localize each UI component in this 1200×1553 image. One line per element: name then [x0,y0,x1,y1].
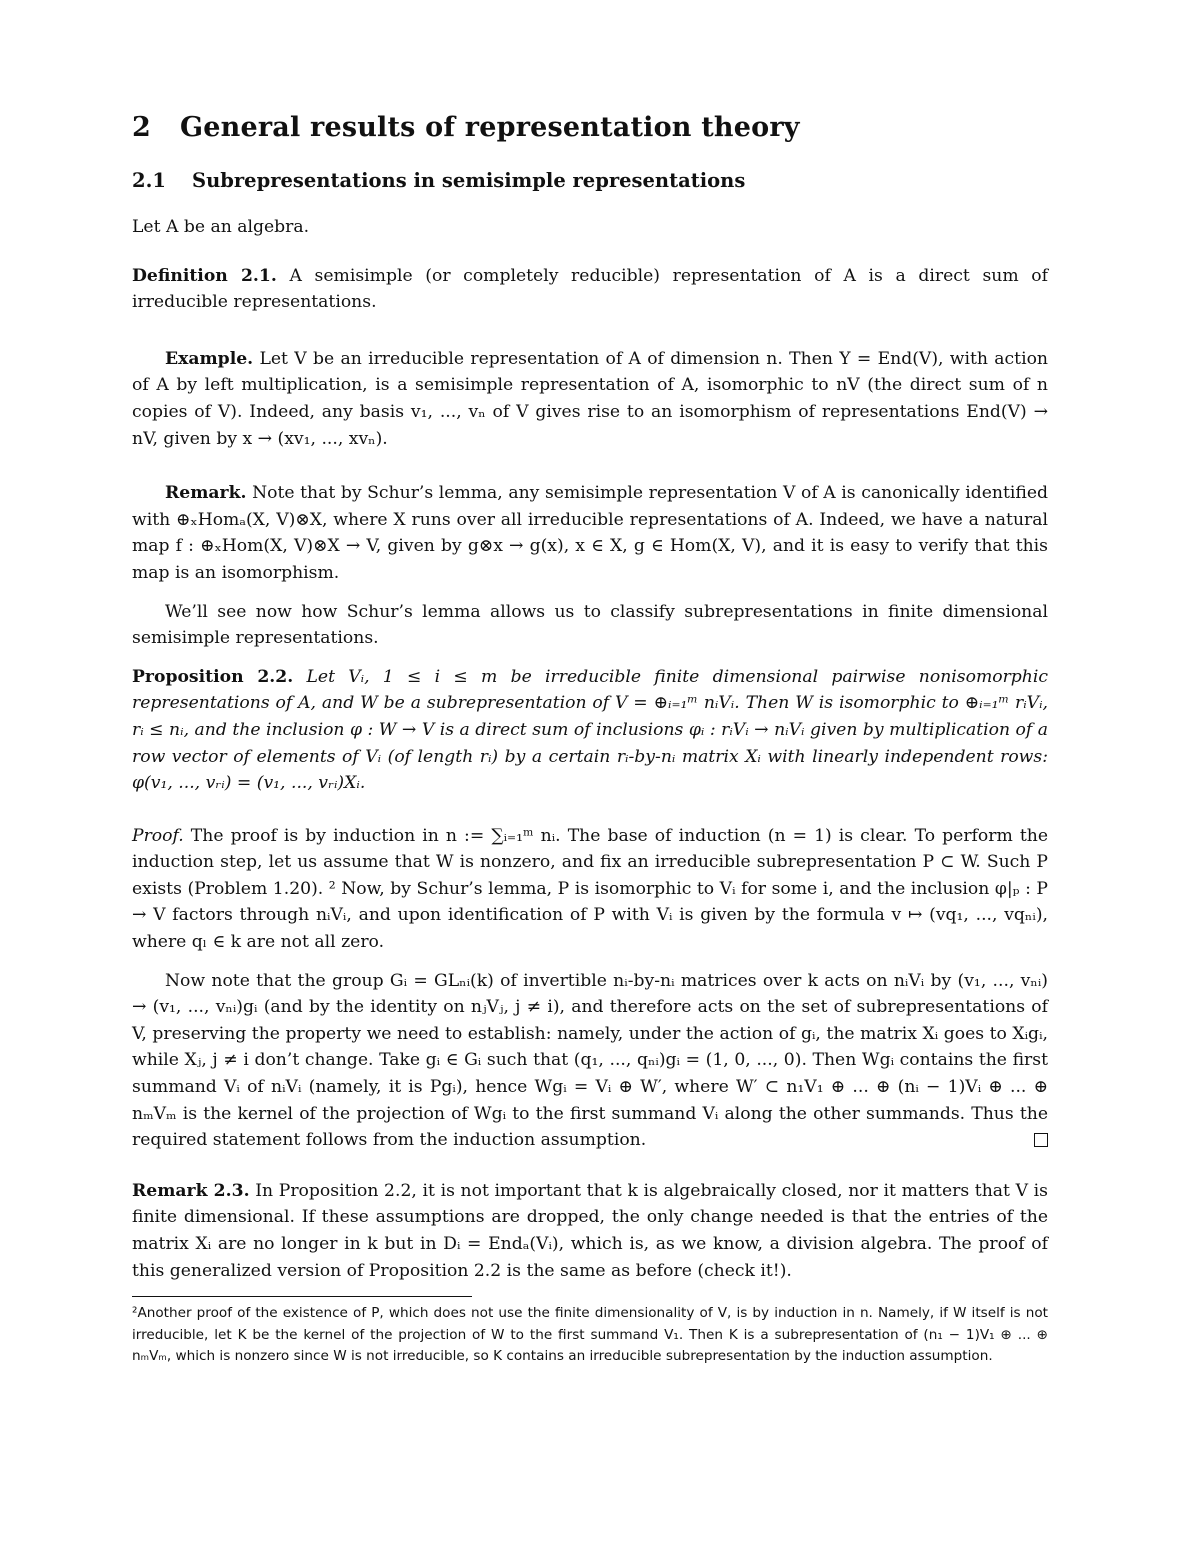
intro-paragraph: Let A be an algebra. [132,217,310,237]
proof-block [132,823,1048,956]
definition-block [132,263,1048,316]
chapter-number: 2 [132,112,151,143]
proposition-label: Proposition 2.2. [132,666,294,687]
remark-2-3-label: Remark 2.3. [132,1180,250,1201]
definition-text: A semisimple (or completely reducible) representation of A is a direct sum of irreducible representations. [132,265,1048,313]
proposition-text: Let Vᵢ, 1 ≤ i ≤ m be irreducible finite dimensional pairwise nonisomorphic representations of A, and W be a subrepresentation of V = ⊕ᵢ₌₁ᵐ nᵢVᵢ. Then W is isomorphic to ⊕ᵢ₌₁ᵐ rᵢVᵢ, rᵢ ≤ nᵢ, and the inclusion φ : W → V is a direct sum of inclusions φᵢ : rᵢVᵢ → nᵢVᵢ given by multiplication of a row vector of elements of Vᵢ (of length rᵢ) by a certain rᵢ-by-nᵢ matrix Xᵢ with linearly independent rows: φ(v₁, ..., vᵣᵢ) = (v₁, ..., vᵣᵢ)Xᵢ. [132,666,1048,794]
remark-label: Remark. [165,483,247,504]
remark-block [132,480,1048,586]
section-heading [132,169,1048,192]
remark-2-3-block [132,1178,1048,1284]
example-label: Example. [165,348,254,369]
proof-text-2: Now note that the group Gᵢ = GLₙᵢ(k) of invertible nᵢ-by-nᵢ matrices over k acts on nᵢVᵢ by (v₁, ..., vₙᵢ) → (v₁, ..., vₙᵢ)gᵢ (and by the identity on nⱼVⱼ, j ≠ i), and therefore acts on the set of subrepresentations of V, preserving the property we need to establish: namely, under the action of gᵢ, the matrix Xᵢ goes to Xᵢgᵢ, while Xⱼ, j ≠ i don’t change. Take gᵢ ∈ Gᵢ such that (q₁, ..., qₙᵢ)gᵢ = (1, 0, ..., 0). Then Wgᵢ contains the first summand Vᵢ of nᵢVᵢ (namely, it is Pgᵢ), hence Wgᵢ = Vᵢ ⊕ W′, where W′ ⊂ n₁V₁ ⊕ ... ⊕ (nᵢ − 1)Vᵢ ⊕ ... ⊕ nₘVₘ is the kernel of the projection of Wgᵢ to the first summand Vᵢ along the other summands. Thus the required statement follows from the induction assumption. [132,970,1048,1151]
definition-label: Definition 2.1. [132,265,277,286]
proof-text: The proof is by induction in n := ∑ᵢ₌₁ᵐ nᵢ. The base of induction (n = 1) is clear. To perform the induction step, let us assume that W is nonzero, and fix an irreducible subrepresentation P ⊂ W. Such P exists (Problem 1.20). ² Now, by Schur’s lemma, P is isomorphic to Vᵢ for some i, and the inclusion φ|ₚ : P → V factors through nᵢVᵢ, and upon identification of P with Vᵢ is given by the formula v ↦ (vq₁, ..., vqₙᵢ), where qₗ ∈ k are not all zero. [132,825,1048,953]
chapter-title: General results of representation theory [180,112,800,143]
page-content [132,112,1048,1368]
proposition-block [132,664,1048,797]
chapter-heading [132,112,1048,143]
footnote-rule [132,1296,472,1297]
remark-text: Note that by Schur’s lemma, any semisimple representation V of A is canonically identified with ⊕ₓHomₐ(X, V)⊗X, where X runs over all irreducible representations of A. Indeed, we have a natural map f : ⊕ₓHom(X, V)⊗X → V, given by g⊗x → g(x), x ∈ X, g ∈ Hom(X, V), and it is easy to verify that this map is an isomorphism. [132,483,1049,583]
section-number: 2.1 [132,169,166,192]
example-text: Let V be an irreducible representation of A of dimension n. Then Y = End(V), with action of A by left multiplication, is a semisimple representation of A, isomorphic to nV (the direct sum of n copies of V). Indeed, any basis v₁, ..., vₙ of V gives rise to an isomorphism of representations End(V) → nV, given by x → (xv₁, ..., xvₙ). [132,348,1048,449]
proof-label: Proof. [132,825,184,846]
qed-box-icon [1034,1133,1048,1147]
footnote: ²Another proof of the existence of P, which does not use the finite dimensionality of V, is by induction in n. Namely, if W itself is not irreducible, let K be the kernel of the projection of W to the first summand V₁. Then K is a subrepresentation of (n₁ − 1)V₁ ⊕ ... ⊕ nₘVₘ, which is nonzero since W is not irreducible, so K contains an irreducible subrepresentation by the induction assumption. [132,1305,1048,1365]
remark-2-3-text: In Proposition 2.2, it is not important that k is algebraically closed, nor it matters that V is finite dimensional. If these assumptions are dropped, the only change needed is that the entries of the matrix Xᵢ are no longer in k but in Dᵢ = Endₐ(Vᵢ), which is, as we know, a division algebra. The proof of this generalized version of Proposition 2.2 is the same as before (check it!). [132,1180,1048,1281]
proof-continuation [132,968,1048,1154]
example-block [132,346,1048,452]
section-title: Subrepresentations in semisimple representations [192,169,746,192]
transition-paragraph: We’ll see now how Schur’s lemma allows us to classify subrepresentations in finite dimensional semisimple representations. [132,601,1048,649]
